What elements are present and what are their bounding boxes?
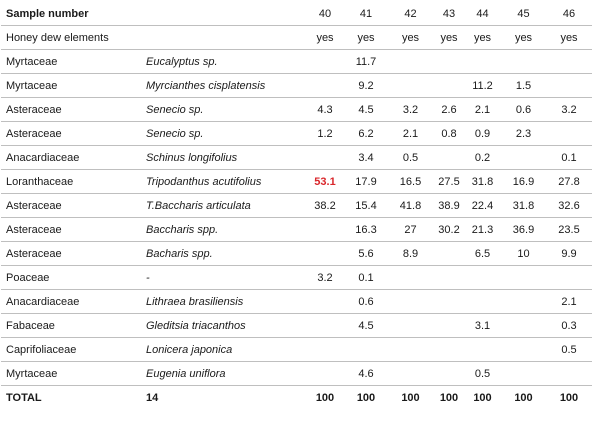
value-cell — [305, 50, 345, 74]
value-cell: 3.2 — [546, 98, 592, 122]
value-cell: 2.1 — [546, 290, 592, 314]
value-cell: 27.5 — [434, 170, 464, 194]
species-cell: Senecio sp. — [142, 98, 305, 122]
value-cell: 2.3 — [501, 122, 546, 146]
family-cell: Asteraceae — [1, 194, 142, 218]
value-cell: 27 — [387, 218, 434, 242]
total-label: TOTAL — [6, 391, 42, 404]
total-count: 14 — [146, 391, 159, 404]
value-cell: 16.5 — [387, 170, 434, 194]
table-row — [1, 194, 592, 218]
value-cell: 3.4 — [345, 146, 387, 170]
table-row — [1, 242, 592, 266]
value-cell — [464, 50, 501, 74]
value-cell: 10 — [501, 242, 546, 266]
family-cell: Asteraceae — [1, 218, 142, 242]
total-value-cell: 100 — [315, 391, 335, 404]
value-cell: 16.9 — [501, 170, 546, 194]
value-cell: 3.1 — [464, 314, 501, 338]
value-cell: 2.1 — [464, 98, 501, 122]
value-cell — [305, 218, 345, 242]
value-cell — [434, 338, 464, 362]
species-cell: Tripodanthus acutifolius — [142, 170, 305, 194]
family-cell: Myrtaceae — [1, 362, 142, 386]
table-row — [1, 122, 592, 146]
value-cell: 0.6 — [345, 290, 387, 314]
value-cell: 38.2 — [305, 194, 345, 218]
value-cell — [501, 362, 546, 386]
table-row — [1, 146, 592, 170]
species-cell: Gleditsia triacanthos — [142, 314, 305, 338]
family-cell: Anacardiaceae — [1, 290, 142, 314]
value-cell: 32.6 — [546, 194, 592, 218]
family-cell: Asteraceae — [1, 242, 142, 266]
value-cell: 16.3 — [345, 218, 387, 242]
pollen-composition-table — [1, 2, 592, 409]
value-cell: 11.7 — [345, 50, 387, 74]
value-cell: 3.2 — [305, 266, 345, 290]
value-cell: 4.5 — [345, 314, 387, 338]
sample-number-label: Sample number — [1, 2, 305, 26]
value-cell — [305, 290, 345, 314]
sample-number-cell: 41 — [345, 2, 387, 26]
sample-number-cell: 44 — [464, 2, 501, 26]
value-cell — [546, 362, 592, 386]
value-cell: 0.9 — [464, 122, 501, 146]
pollen-table-container — [1, 2, 592, 409]
sample-number-row — [1, 2, 592, 26]
value-cell: 23.5 — [546, 218, 592, 242]
value-cell — [345, 338, 387, 362]
value-cell: 53.1 — [305, 170, 345, 194]
value-cell: 0.8 — [434, 122, 464, 146]
value-cell — [387, 50, 434, 74]
value-cell: 2.6 — [434, 98, 464, 122]
total-value-cell: 100 — [559, 391, 579, 404]
table-row — [1, 290, 592, 314]
table-row — [1, 98, 592, 122]
family-cell: Myrtaceae — [1, 50, 142, 74]
total-value-cell: 100 — [439, 391, 459, 404]
value-cell — [501, 50, 546, 74]
value-cell: 38.9 — [434, 194, 464, 218]
honeydew-cell: yes — [546, 26, 592, 50]
value-cell: 0.6 — [501, 98, 546, 122]
honeydew-cell: yes — [387, 26, 434, 50]
value-cell: 8.9 — [387, 242, 434, 266]
value-cell — [387, 266, 434, 290]
total-value-cell: 100 — [356, 391, 376, 404]
value-cell — [464, 266, 501, 290]
sample-number-cell: 42 — [387, 2, 434, 26]
value-cell — [546, 266, 592, 290]
value-cell: 36.9 — [501, 218, 546, 242]
value-cell: 0.5 — [546, 338, 592, 362]
table-row — [1, 74, 592, 98]
table-row — [1, 50, 592, 74]
value-cell: 9.9 — [546, 242, 592, 266]
value-cell — [434, 50, 464, 74]
value-cell: 15.4 — [345, 194, 387, 218]
family-cell: Fabaceae — [1, 314, 142, 338]
table-row — [1, 218, 592, 242]
value-cell: 27.8 — [546, 170, 592, 194]
value-cell: 2.1 — [387, 122, 434, 146]
total-row — [1, 386, 592, 410]
species-cell: Lithraea brasiliensis — [142, 290, 305, 314]
sample-number-cell: 40 — [305, 2, 345, 26]
value-cell — [501, 146, 546, 170]
value-cell — [434, 290, 464, 314]
table-row — [1, 266, 592, 290]
value-cell: 9.2 — [345, 74, 387, 98]
sample-number-cell: 46 — [546, 2, 592, 26]
value-cell — [464, 290, 501, 314]
value-cell — [546, 50, 592, 74]
value-cell: 3.2 — [387, 98, 434, 122]
value-cell — [501, 314, 546, 338]
value-cell: 21.3 — [464, 218, 501, 242]
table-row — [1, 314, 592, 338]
family-cell: Caprifoliaceae — [1, 338, 142, 362]
value-cell: 6.2 — [345, 122, 387, 146]
species-cell: Myrcianthes cisplatensis — [142, 74, 305, 98]
value-cell — [434, 266, 464, 290]
species-cell: Eugenia uniflora — [142, 362, 305, 386]
family-cell: Myrtaceae — [1, 74, 142, 98]
value-cell — [434, 146, 464, 170]
value-cell — [546, 74, 592, 98]
value-cell: 4.5 — [345, 98, 387, 122]
value-cell — [305, 338, 345, 362]
value-cell — [434, 314, 464, 338]
honeydew-label: Honey dew elements — [1, 26, 305, 50]
value-cell: 1.2 — [305, 122, 345, 146]
value-cell — [305, 362, 345, 386]
value-cell: 0.3 — [546, 314, 592, 338]
value-cell: 5.6 — [345, 242, 387, 266]
species-cell: Eucalyptus sp. — [142, 50, 305, 74]
value-cell: 0.1 — [345, 266, 387, 290]
value-cell — [305, 146, 345, 170]
total-value-cell: 100 — [401, 391, 420, 404]
value-cell: 11.2 — [464, 74, 501, 98]
honeydew-row — [1, 26, 592, 50]
value-cell: 31.8 — [501, 194, 546, 218]
honeydew-cell: yes — [305, 26, 345, 50]
value-cell — [546, 122, 592, 146]
table-row — [1, 170, 592, 194]
table-body — [1, 2, 592, 409]
table-row — [1, 362, 592, 386]
total-value-cell: 100 — [514, 391, 533, 404]
value-cell: 30.2 — [434, 218, 464, 242]
honeydew-cell: yes — [501, 26, 546, 50]
species-cell: Schinus longifolius — [142, 146, 305, 170]
value-cell — [501, 266, 546, 290]
family-cell: Poaceae — [1, 266, 142, 290]
family-cell: Anacardiaceae — [1, 146, 142, 170]
value-cell: 0.5 — [464, 362, 501, 386]
value-cell: 41.8 — [387, 194, 434, 218]
family-cell: Asteraceae — [1, 122, 142, 146]
value-cell — [387, 290, 434, 314]
species-cell: - — [142, 266, 305, 290]
family-cell: Asteraceae — [1, 98, 142, 122]
sample-number-cell: 45 — [501, 2, 546, 26]
value-cell — [501, 338, 546, 362]
value-cell — [434, 242, 464, 266]
value-cell: 4.3 — [305, 98, 345, 122]
family-cell: Loranthaceae — [1, 170, 142, 194]
species-cell: Bacharis spp. — [142, 242, 305, 266]
value-cell: 1.5 — [501, 74, 546, 98]
species-cell: T.Baccharis articulata — [142, 194, 305, 218]
total-value-cell: 100 — [473, 391, 492, 404]
value-cell — [387, 74, 434, 98]
value-cell: 0.5 — [387, 146, 434, 170]
value-cell — [387, 338, 434, 362]
value-cell: 22.4 — [464, 194, 501, 218]
value-cell — [434, 74, 464, 98]
table-row — [1, 338, 592, 362]
value-cell — [387, 314, 434, 338]
value-cell: 31.8 — [464, 170, 501, 194]
species-cell: Baccharis spp. — [142, 218, 305, 242]
value-cell: 4.6 — [345, 362, 387, 386]
value-cell: 17.9 — [345, 170, 387, 194]
species-cell: Senecio sp. — [142, 122, 305, 146]
value-cell — [501, 290, 546, 314]
honeydew-cell: yes — [345, 26, 387, 50]
species-cell: Lonicera japonica — [142, 338, 305, 362]
honeydew-cell: yes — [434, 26, 464, 50]
honeydew-cell: yes — [464, 26, 501, 50]
value-cell — [305, 314, 345, 338]
value-cell — [387, 362, 434, 386]
value-cell — [464, 338, 501, 362]
value-cell: 0.1 — [546, 146, 592, 170]
value-cell — [434, 362, 464, 386]
sample-number-cell: 43 — [434, 2, 464, 26]
value-cell: 6.5 — [464, 242, 501, 266]
value-cell — [305, 242, 345, 266]
value-cell — [305, 74, 345, 98]
value-cell: 0.2 — [464, 146, 501, 170]
